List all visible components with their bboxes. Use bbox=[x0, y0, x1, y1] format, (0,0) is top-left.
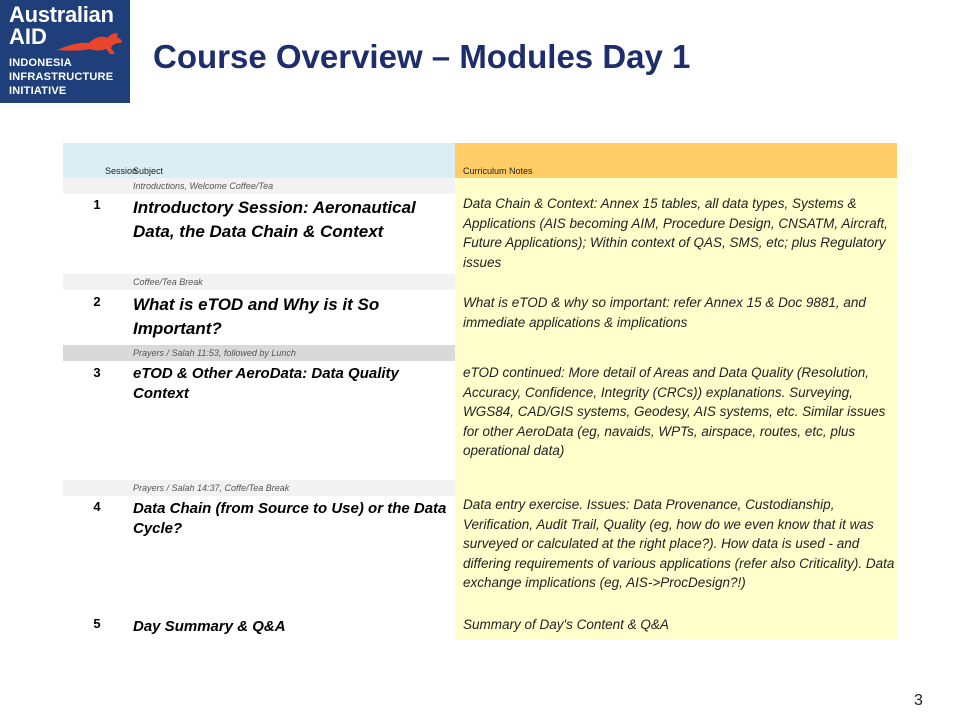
break-band-prayers: Prayers / Salah 14:37, Coffe/Tea Break bbox=[63, 480, 455, 496]
row3-notes: eTOD continued: More detail of Areas and Data Quality (Resolution, Accuracy, Confidence, Integrity (CRCs)) explanations. Surveying, WGS84, CAD/GIS systems, Geodesy, AIS systems, etc. Similar issues for other AeroData (eg, navaids, WPTs, airspace, routes, etc, plus operational data) bbox=[463, 365, 886, 458]
header-subject: Subject bbox=[133, 166, 164, 176]
australian-aid-logo bbox=[0, 0, 130, 103]
slide-title: Course Overview – Modules Day 1 bbox=[153, 38, 691, 75]
logo-text-line1: Australian bbox=[9, 2, 114, 27]
page-number: 3 bbox=[914, 692, 923, 709]
row4-notes: Data entry exercise. Issues: Data Provenance, Custodianship, Verification, Audit Trail, Quality (eg, how do we even know that it was surveyed or calculated at the right place?). How data is used - and differing requirements of various applications (refer also Criticality). Data exchange implications (eg, AIS->ProcDesign?!) bbox=[463, 497, 895, 590]
logo-text-line3: INDONESIA bbox=[9, 57, 72, 69]
row2-subject: What is eTOD and Why is it So Important? bbox=[133, 295, 380, 338]
row3-subject: eTOD & Other AeroData: Data Quality Context bbox=[133, 365, 399, 402]
row5-session: 5 bbox=[93, 616, 101, 631]
row2-notes: What is eTOD & why so important: refer Annex 15 & Doc 9881, and immediate applications & implications bbox=[463, 295, 866, 330]
kangaroo-icon bbox=[55, 28, 127, 58]
header-session: Session bbox=[105, 166, 138, 176]
logo-text-line5: INITIATIVE bbox=[9, 85, 67, 97]
course-table bbox=[63, 143, 897, 640]
row1-notes: Data Chain & Context: Annex 15 tables, all data types, Systems & Applications (AIS becoming AIM, Procedure Design, CNSATM, Aircraft, Future Applications); Within context of QAS, SMS, etc; plus Regulatory issues bbox=[463, 196, 888, 270]
logo-subtitle bbox=[9, 56, 113, 98]
header-notes: Curriculum Notes bbox=[463, 166, 533, 176]
row2-session: 2 bbox=[93, 294, 101, 309]
break-band-lunch: Prayers / Salah 11:53, followed by Lunch bbox=[63, 345, 455, 361]
row5-subject: Day Summary & Q&A bbox=[133, 618, 286, 635]
row4-subject: Data Chain (from Source to Use) or the Data Cycle? bbox=[133, 500, 447, 537]
break-band-coffee: Coffee/Tea Break bbox=[63, 274, 455, 290]
break-band-intro: Introductions, Welcome Coffee/Tea bbox=[63, 178, 455, 194]
row1-subject: Introductory Session: Aeronautical Data, the Data Chain & Context bbox=[133, 198, 416, 241]
row1-session: 1 bbox=[93, 197, 101, 212]
row3-session: 3 bbox=[93, 365, 101, 380]
row4-session: 4 bbox=[93, 499, 101, 514]
logo-text-line2: AID bbox=[9, 24, 47, 49]
row5-notes: Summary of Day's Content & Q&A bbox=[463, 617, 669, 632]
logo-text-line4: INFRASTRUCTURE bbox=[9, 71, 114, 83]
